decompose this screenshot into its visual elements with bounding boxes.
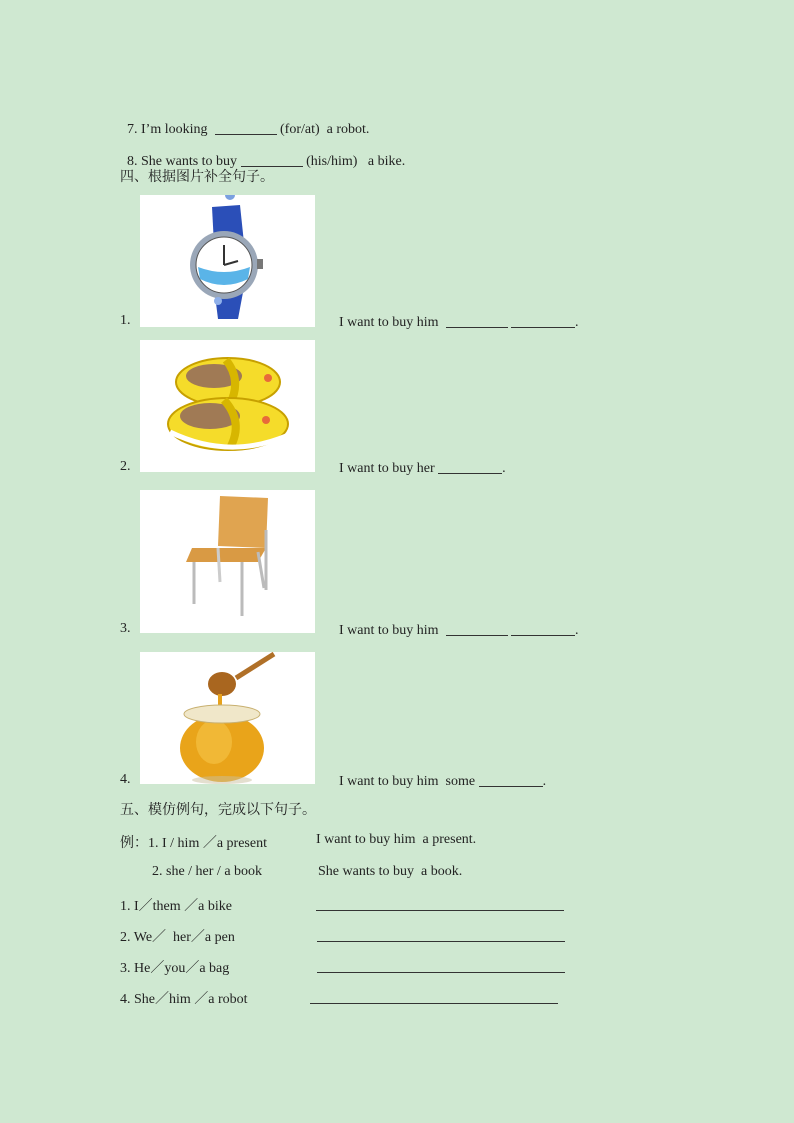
- example2-prompt: 2. she / her / a book: [152, 864, 263, 879]
- exercise1-answer-line[interactable]: [316, 910, 564, 911]
- item1-number: 1.: [120, 313, 131, 328]
- item4-blank[interactable]: [479, 772, 543, 787]
- item2-blank[interactable]: [438, 459, 502, 474]
- item4-number: 4.: [120, 772, 131, 787]
- item2-text: I want to buy her: [339, 461, 435, 476]
- exercise-2: 2. We／ her／a pen: [120, 930, 235, 945]
- question-8: [120, 136, 405, 170]
- q7-blank[interactable]: [215, 120, 277, 135]
- exercise-1: 1. I／them ／a bike: [120, 899, 232, 914]
- item3-sentence: I want to buy him .: [339, 623, 579, 638]
- question-7: [120, 104, 369, 138]
- exercise4-answer-line[interactable]: [310, 1003, 558, 1004]
- item2-number: 2.: [120, 459, 131, 474]
- chair-image: [140, 490, 315, 633]
- shoes-image: [140, 340, 315, 472]
- exercise-3: 3. He／you／a bag: [120, 961, 230, 976]
- section5-title: 五、模仿例句，完成以下句子。: [120, 802, 316, 818]
- item3-blank-a[interactable]: [446, 621, 508, 636]
- item1-sentence: I want to buy him .: [339, 315, 579, 330]
- q7-text-after: (for/at) a robot.: [280, 122, 370, 137]
- item2-sentence: I want to buy her .: [339, 461, 506, 476]
- q8-text-after: (his/him) a bike.: [306, 154, 406, 169]
- item1-blank-a[interactable]: [446, 313, 508, 328]
- q8-blank[interactable]: [241, 152, 303, 167]
- exercise-4: 4. She／him ／a robot: [120, 992, 248, 1007]
- item3-number: 3.: [120, 621, 131, 636]
- exercise3-answer-line[interactable]: [317, 972, 565, 973]
- item3-text: I want to buy him: [339, 623, 439, 638]
- exercise2-answer-line[interactable]: [317, 941, 565, 942]
- q8-text-before: 8. She wants to buy: [127, 154, 238, 169]
- example2-answer: She wants to buy a book.: [318, 864, 463, 879]
- watch-image: [140, 195, 315, 327]
- q7-text-before: 7. I’m looking: [127, 122, 208, 137]
- item1-blank-b[interactable]: [511, 313, 575, 328]
- example-label: 例：: [120, 835, 148, 851]
- item3-blank-b[interactable]: [511, 621, 575, 636]
- example1-answer: I want to buy him a present.: [316, 832, 477, 847]
- example-1: [120, 832, 267, 852]
- example1-prompt: 1. I / him ／a present: [148, 836, 267, 851]
- item4-sentence: I want to buy him some .: [339, 774, 547, 789]
- honey-image: [140, 652, 315, 784]
- item4-text: I want to buy him some: [339, 774, 476, 789]
- section4-title: 四、根据图片补全句子。: [120, 169, 274, 185]
- item1-text: I want to buy him: [339, 315, 439, 330]
